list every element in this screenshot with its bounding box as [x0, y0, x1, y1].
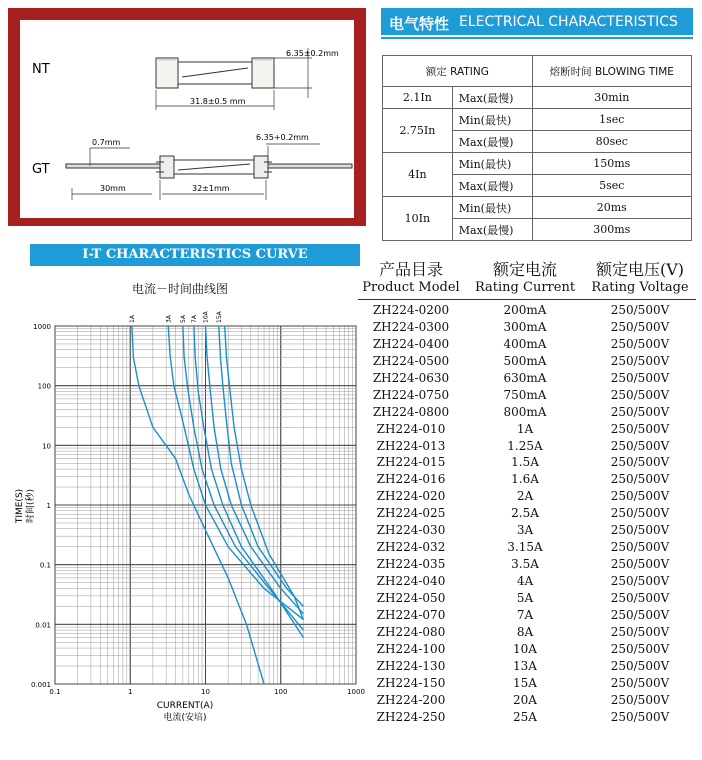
time-cell: 5sec: [532, 175, 691, 197]
condition-cell: Max(最慢): [452, 87, 532, 109]
curve-label: 3A: [165, 315, 173, 323]
product-row: [358, 590, 696, 607]
rating-voltage: 250/500V: [610, 336, 670, 351]
product-model: ZH224-032: [376, 540, 446, 555]
product-model: ZH224-0500: [372, 353, 450, 368]
product-model: ZH224-130: [376, 658, 446, 673]
rating-voltage: 250/500V: [610, 472, 670, 487]
x-tick-label: 100: [274, 688, 288, 696]
rating-current: 5A: [516, 590, 534, 605]
product-row: [358, 438, 696, 455]
product-model: ZH224-015: [376, 455, 446, 470]
curve-label: 7A: [190, 315, 198, 323]
electrical-characteristics-header: [381, 8, 693, 35]
gt-lead-diameter-dimension: 0.7mm: [92, 138, 121, 147]
product-model: ZH224-035: [376, 557, 446, 572]
electrical-title-en: ELECTRICAL CHARACTERISTICS: [459, 14, 678, 30]
product-row: [358, 573, 696, 590]
product-table-header: [362, 260, 694, 298]
rating-current: 400mA: [503, 336, 547, 351]
nt-fuse-body: [156, 58, 274, 88]
rating-voltage: 250/500V: [610, 404, 670, 419]
curve-title: 电流－时间曲线图: [131, 282, 228, 296]
nt-length-dimension: 31.8±0.5 mm: [190, 97, 246, 106]
rating-voltage: 250/500V: [610, 506, 670, 521]
gt-diameter-dimension: 6.35+0.2mm: [256, 133, 309, 142]
rating-cell: 2.75In: [383, 109, 453, 153]
product-row: [358, 539, 696, 556]
condition-cell: Max(最慢): [452, 219, 532, 241]
rating-voltage: 250/500V: [610, 675, 670, 690]
y-tick-label: 0.01: [35, 621, 51, 630]
product-row: [358, 488, 696, 505]
x-tick-label: 1: [128, 688, 133, 696]
product-model: ZH224-010: [376, 421, 446, 436]
table-row: [383, 87, 692, 109]
product-row: [358, 641, 696, 658]
table-row: [383, 153, 692, 175]
rating-cell: 4In: [383, 153, 453, 197]
condition-cell: Min(最快): [452, 109, 532, 131]
rating-voltage: 250/500V: [610, 624, 670, 639]
y-tick-label: 100: [37, 382, 51, 391]
rating-voltage: 250/500V: [610, 489, 670, 504]
rating-voltage: 250/500V: [610, 692, 670, 707]
gt-lead-length-dimension: 30mm: [100, 184, 126, 193]
product-model: ZH224-040: [376, 574, 446, 588]
rating-voltage: 250/500V: [610, 540, 670, 555]
product-model: ZH224-150: [376, 675, 446, 690]
rating-voltage: 250/500V: [610, 641, 670, 656]
y-axis-label-cn: 时间(秒): [26, 488, 36, 524]
rating-cell: 2.1In: [383, 87, 453, 109]
table-row: [383, 197, 692, 219]
rating-voltage: 250/500V: [610, 574, 670, 588]
rating-voltage: 250/500V: [610, 319, 670, 334]
x-axis-label-en: CURRENT(A): [156, 701, 214, 711]
rating-current: 500mA: [503, 353, 547, 368]
x-axis-ticks: [49, 688, 364, 696]
y-tick-label: 1: [46, 502, 51, 510]
rating-current: 2.5A: [511, 506, 539, 521]
y-axis-label-en: TIME(S): [15, 488, 25, 524]
time-cell: 80sec: [532, 131, 691, 153]
rating-voltage: 250/500V: [610, 370, 670, 385]
fuse-drawing-panel: [8, 8, 366, 226]
rating-current: 300mA: [503, 319, 547, 334]
col-rating: 额定 RATING: [383, 56, 533, 87]
product-model: ZH224-0400: [372, 336, 450, 351]
it-characteristics-chart: [0, 296, 365, 760]
product-model: ZH224-070: [376, 607, 446, 622]
condition-cell: Min(最快): [452, 153, 532, 175]
fuse-drawing: [20, 20, 354, 218]
rating-current: 7A: [516, 607, 534, 622]
table-header-row: [383, 56, 692, 87]
header-rating-current-cn: 额定电流: [492, 260, 557, 279]
rating-cell: 10In: [383, 197, 453, 241]
product-row: [358, 709, 696, 726]
product-row: [358, 336, 696, 353]
header-rating-voltage-en: Rating Voltage: [591, 280, 689, 295]
rating-current: 13A: [513, 658, 537, 673]
rating-current: 1.6A: [511, 472, 539, 487]
y-tick-label: 10: [42, 442, 51, 451]
x-tick-label: 1000: [347, 688, 365, 696]
product-model: ZH224-080: [376, 624, 446, 639]
time-cell: 30min: [532, 87, 691, 109]
product-list: [358, 302, 696, 725]
product-model: ZH224-0800: [372, 404, 450, 419]
y-tick-label: 0.1: [39, 561, 51, 570]
product-row: [358, 658, 696, 675]
rating-current: 200mA: [503, 303, 547, 317]
nt-diameter-dimension: 6.35±0.2mm: [286, 49, 339, 58]
electrical-characteristics-table: [382, 55, 692, 241]
rating-voltage: 250/500V: [610, 590, 670, 605]
rating-voltage: 250/500V: [610, 421, 670, 436]
product-model: ZH224-030: [376, 523, 446, 538]
curve-label: 5A: [179, 315, 187, 323]
x-tick-label: 10: [201, 688, 210, 696]
rating-voltage: 250/500V: [610, 709, 670, 724]
rating-current: 1A: [516, 421, 534, 436]
it-curve-header: [30, 244, 360, 266]
curve-label: 10A: [202, 311, 210, 323]
product-model: ZH224-0200: [372, 303, 450, 317]
gt-body-length-dimension: 32±1mm: [192, 184, 230, 193]
rating-current: 20A: [513, 692, 537, 707]
rating-voltage: 250/500V: [610, 557, 670, 572]
rating-current: 15A: [513, 675, 537, 690]
y-tick-label: 0.001: [30, 681, 51, 689]
rating-voltage: 250/500V: [610, 353, 670, 368]
rating-current: 3.15A: [507, 540, 543, 555]
header-product-model-cn: 产品目录: [378, 260, 443, 279]
it-curve-header-text: I-T CHARACTERISTICS CURVE: [82, 247, 308, 262]
product-row: [358, 692, 696, 709]
product-row: [358, 454, 696, 471]
rating-current: 10A: [513, 641, 537, 656]
product-model: ZH224-013: [376, 438, 446, 453]
product-model: ZH224-250: [376, 709, 446, 724]
condition-cell: Min(最快): [452, 197, 532, 219]
product-row: [358, 556, 696, 573]
product-row: [358, 302, 696, 319]
table-row: [383, 109, 692, 131]
header-rating-voltage: [584, 260, 696, 296]
product-row: [358, 421, 696, 438]
product-model: ZH224-200: [376, 692, 446, 707]
product-row: [358, 404, 696, 421]
rating-current: 3A: [516, 523, 534, 538]
rating-voltage: 250/500V: [610, 303, 670, 317]
rating-current: 750mA: [503, 387, 547, 402]
curve-labels: [129, 310, 223, 323]
rating-current: 4A: [516, 574, 534, 588]
product-model: ZH224-0300: [372, 319, 450, 334]
condition-cell: Max(最慢): [452, 175, 532, 197]
curve-label: 15A: [215, 311, 223, 323]
header-product-model-en: Product Model: [362, 280, 460, 295]
rating-current: 25A: [513, 709, 537, 724]
product-row: [358, 319, 696, 336]
product-model: ZH224-0630: [372, 370, 450, 385]
time-cell: 300ms: [532, 219, 691, 241]
x-axis-label-cn: 电流(安培): [163, 713, 207, 723]
rating-voltage: 250/500V: [610, 438, 670, 453]
rating-voltage: 250/500V: [610, 658, 670, 673]
x-tick-label: 0.1: [49, 688, 61, 696]
rating-current: 3.5A: [511, 557, 539, 572]
product-row: [358, 607, 696, 624]
nt-label: NT: [32, 62, 50, 77]
fuse-dimension-drawing: [20, 20, 354, 218]
rating-current: 630mA: [503, 370, 547, 385]
product-row: [358, 505, 696, 522]
y-tick-label: 1000: [33, 323, 51, 331]
product-model: ZH224-0750: [372, 387, 450, 402]
condition-cell: Max(最慢): [452, 131, 532, 153]
header-rating-current-en: Rating Current: [474, 280, 576, 295]
rating-current: 8A: [516, 624, 534, 639]
product-row: [358, 387, 696, 404]
gt-fuse-body: [66, 156, 352, 178]
header-underline: [381, 37, 693, 39]
header-rating-current: [470, 260, 580, 296]
header-product-model: [358, 260, 464, 296]
product-row: [358, 675, 696, 692]
product-row: [358, 624, 696, 641]
rating-current: 2A: [516, 489, 534, 504]
gt-label: GT: [32, 162, 50, 177]
product-model: ZH224-020: [376, 489, 446, 504]
product-model: ZH224-016: [376, 472, 446, 487]
time-cell: 150ms: [532, 153, 691, 175]
product-model: ZH224-025: [376, 506, 446, 521]
product-header-divider: [358, 299, 696, 300]
product-row: [358, 471, 696, 488]
product-row: [358, 370, 696, 387]
col-blowing-time: 熔断时间 BLOWING TIME: [532, 56, 691, 87]
rating-current: 1.5A: [511, 455, 539, 470]
rating-current: 800mA: [503, 404, 547, 419]
product-model: ZH224-100: [376, 641, 446, 656]
rating-current: 1.25A: [507, 438, 543, 453]
electrical-title-cn: 电气特性: [389, 15, 450, 33]
time-cell: 20ms: [532, 197, 691, 219]
time-cell: 1sec: [532, 109, 691, 131]
curve-label: 1A: [128, 315, 136, 323]
rating-voltage: 250/500V: [610, 607, 670, 622]
rating-voltage: 250/500V: [610, 387, 670, 402]
rating-voltage: 250/500V: [610, 455, 670, 470]
rating-voltage: 250/500V: [610, 523, 670, 538]
header-rating-voltage-cn: 额定电压(V): [595, 260, 685, 279]
product-row: [358, 353, 696, 370]
product-model: ZH224-050: [376, 590, 446, 605]
product-row: [358, 522, 696, 539]
